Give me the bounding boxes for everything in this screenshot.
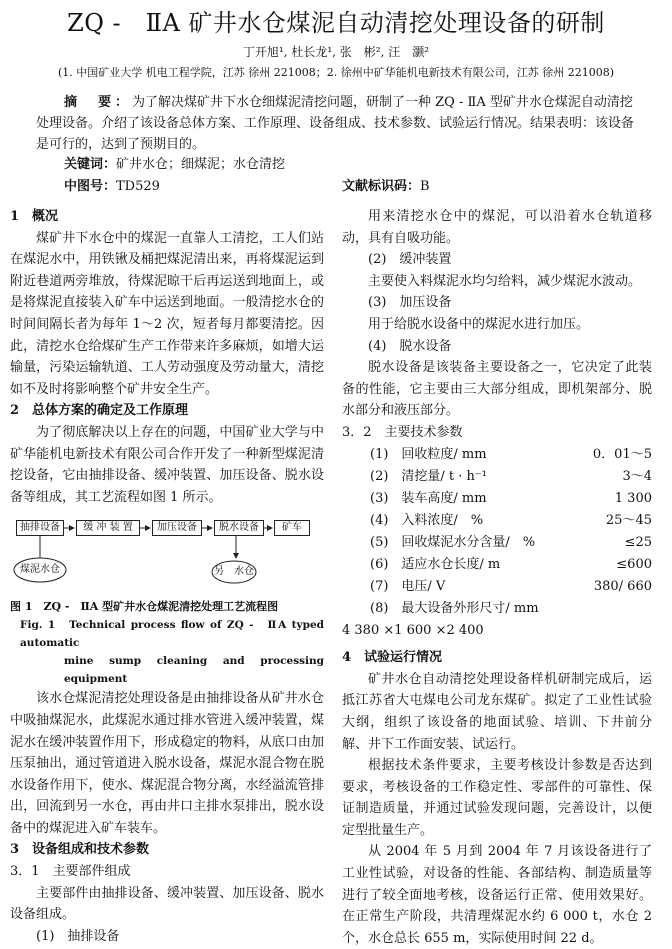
section-4-title: 4 试验运行情况	[342, 650, 443, 666]
paper-title: ZQ - ⅡA 矿井水仓煤泥自动清挖处理设备的研制	[67, 9, 605, 37]
classification-label: 中图号：	[64, 179, 117, 194]
section-2-paragraph-1: 为了彻底解决以上存在的问题，中国矿业大学与中矿华能机电新技术有限公司合作开发了一种新型煤泥清挖设备，它由抽排设备、缓冲装置、加压设备、脱水设备等组成，其工艺流程如图 1 所示。	[10, 424, 324, 505]
spec-label: (6) 适应水仓长度/ m	[370, 556, 501, 572]
section-3-1-paragraph: 主要部件由抽排设备、缓冲装置、加压设备、脱水设备组成。	[10, 885, 324, 923]
flow-source-label: 煤泥水仓	[20, 564, 60, 576]
flow-box-buffer: 缓 冲 装 置	[76, 520, 140, 536]
section-4-paragraph-1: 矿井水仓自动清挖处理设备样机研制完成后，运抵江苏省大屯煤电公司龙东煤矿。拟定了工业性试验大纲，组织了该设备的地面试验、培训、下井前分解、井下工作面安装、试运行。	[342, 671, 652, 752]
spec-label: (4) 入料浓度/ %	[370, 512, 484, 528]
abstract	[36, 92, 636, 155]
spec-dimension-value: 4 380 ×1 600 ×2 400	[342, 622, 484, 638]
flow-box-pressurize: 加压设备	[152, 520, 202, 536]
spec-row	[342, 488, 652, 510]
document-code	[342, 178, 430, 196]
item-2-text: 主要使入料煤泥水均匀给料，减少煤泥水波动。	[368, 273, 642, 289]
spec-row	[342, 444, 652, 466]
spec-row	[342, 554, 652, 576]
spec-value: 25～45	[605, 512, 652, 528]
section-4-paragraph-3: 从 2004 年 5 月到 2004 年 7 月该设备进行了工业性试验，对设备的性能、各部结构、制造质量等进行了较全面地考核，设备运行正常、使用效果好。在正常生产阶段，共清理煤泥水约 6 000 t，水仓 2 个，水仓总长 655 m，实际使用时间 22 d。	[342, 844, 652, 946]
flow-box-pumping: 抽排设备	[16, 520, 64, 536]
section-3-title: 3 设备组成和技术参数	[10, 842, 150, 858]
item-4-text: 脱水设备是该装备主要设备之一，它决定了此装备的性能，它主要由三大部分组成，即机架部分、脱水部分和液压部分。	[342, 360, 652, 419]
spec-list	[342, 444, 652, 620]
abstract-text: 为了解决煤矿井下水仓细煤泥清挖问题，研制了一种 ZQ - ⅡA 型矿井水仓煤泥自动清挖处理设备。介绍了该设备总体方案、工作原理、设备组成、技术参数、试验运行情况。结果表明：该设备是可行的，达到了预期目的。	[36, 95, 635, 152]
flow-target-label: 另 水仓	[214, 566, 254, 578]
section-1-title: 1 概况	[10, 209, 59, 224]
section-2-paragraph-2: 该水仓煤泥清挖处理设备是由抽排设备从矿井水仓中吸抽煤泥水，此煤泥水通过排水管进入缓冲装置，煤泥水在缓冲装置作用下，形成稳定的物料，从底口由加压泵抽出，通过管道进入脱水设备，煤泥水混合物在脱水设备作用下，使水、煤泥混合物分离，水经溢流管排出，回流到另一水仓，再由井口主排水泵排出，脱水设备中的煤泥进入矿车装车。	[10, 691, 324, 836]
spec-value: ≤600	[616, 556, 652, 572]
component-item-1: (1) 抽排设备	[36, 928, 120, 944]
section-2-title: 2 总体方案的确定及工作原理	[10, 403, 189, 419]
spec-label: (8) 最大设备外形尺寸/ mm	[370, 600, 539, 616]
keywords-label: 关键词：	[64, 157, 117, 172]
authors: 丁开旭¹, 杜长龙¹, 张 彬², 汪 灏²	[242, 45, 430, 59]
section-3-2-title: 3．2 主要技术参数	[342, 424, 463, 440]
item-3-text: 用于给脱水设备中的煤泥水进行加压。	[368, 316, 590, 332]
figure-caption-cn: 图 1 ZQ - ⅡA 型矿井水仓煤泥清挖处理工艺流程图	[10, 600, 279, 614]
spec-value: 0．01～5	[592, 446, 652, 462]
section-4-paragraph-2: 根据技术条件要求，主要考核设计参数是否达到要求，考核设备的工作稳定性、零部件的可靠性、保证制造质量，并通过试验发现问题，完善设计，以便定型批量生产。	[342, 758, 652, 838]
figure-caption-en-line1: Fig. 1 Technical process flow of ZQ - ⅡA typed automatic	[20, 619, 324, 650]
spec-row	[342, 532, 652, 554]
abstract-label: 摘 要：	[64, 95, 133, 110]
flow-box-dewater: 脱水设备	[214, 520, 264, 536]
spec-row	[342, 598, 652, 620]
spec-value: 1 300	[614, 490, 652, 506]
figure-caption-en-line2: mine sump cleaning and processing equipment	[64, 655, 324, 686]
spec-value: 380/ 660	[593, 578, 652, 594]
spec-label: (5) 回收煤泥水分含量/ %	[370, 534, 536, 550]
classification-code: TD529	[116, 179, 160, 194]
document-code-value: B	[420, 179, 430, 194]
spec-label: (2) 清挖量/ t · h⁻¹	[370, 468, 487, 484]
spec-row	[342, 466, 652, 488]
keywords	[64, 156, 285, 174]
document-code-label: 文献标识码：	[342, 179, 421, 194]
component-item-2: (2) 缓冲装置	[368, 252, 452, 268]
spec-value: 3～4	[622, 468, 652, 484]
spec-row	[342, 576, 652, 598]
section-3-1-title: 3．1 主要部件组成	[10, 864, 131, 880]
component-item-4: (4) 脱水设备	[368, 338, 452, 354]
spec-row	[342, 510, 652, 532]
spec-label: (3) 装车高度/ mm	[370, 490, 487, 506]
keywords-text: 矿井水仓；细煤泥；水仓清挖	[116, 157, 286, 172]
flow-box-minecar: 矿车	[274, 520, 310, 536]
process-flow-figure	[10, 514, 320, 594]
spec-label: (1) 回收粒度/ mm	[370, 446, 487, 462]
classification	[64, 178, 160, 196]
component-item-3: (3) 加压设备	[368, 295, 452, 311]
affiliation: (1. 中国矿业大学 机电工程学院，江苏 徐州 221008；2. 徐州中矿华能机电新技术有限公司，江苏 徐州 221008)	[57, 66, 615, 79]
right-column	[342, 206, 652, 949]
spec-value: ≤25	[624, 534, 652, 550]
left-column	[10, 206, 324, 947]
spec-label: (7) 电压/ V	[370, 578, 446, 594]
item-1-text: 用来清挖水仓中的煤泥，可以沿着水仓轨道移动，具有自吸功能。	[342, 209, 652, 246]
section-1-paragraph: 煤矿井下水仓中的煤泥一直靠人工清挖，工人们站在煤泥水中，用铁锹及桶把煤泥清出来，再将煤泥运到附近巷道两旁堆放，待煤泥晾干后再运送到地面上，或是将煤泥直接装入矿车中运送到地面。一般清挖水仓的时间间隔长者为每年 1～2 次，短者每月都要清挖。因此，清挖水仓给煤矿生产工作带来许多麻烦，如增大运输量，污染运输轨道、工人劳动强度及劳动量大，清挖如不及时将影响整个矿井安全生产。	[10, 230, 324, 397]
